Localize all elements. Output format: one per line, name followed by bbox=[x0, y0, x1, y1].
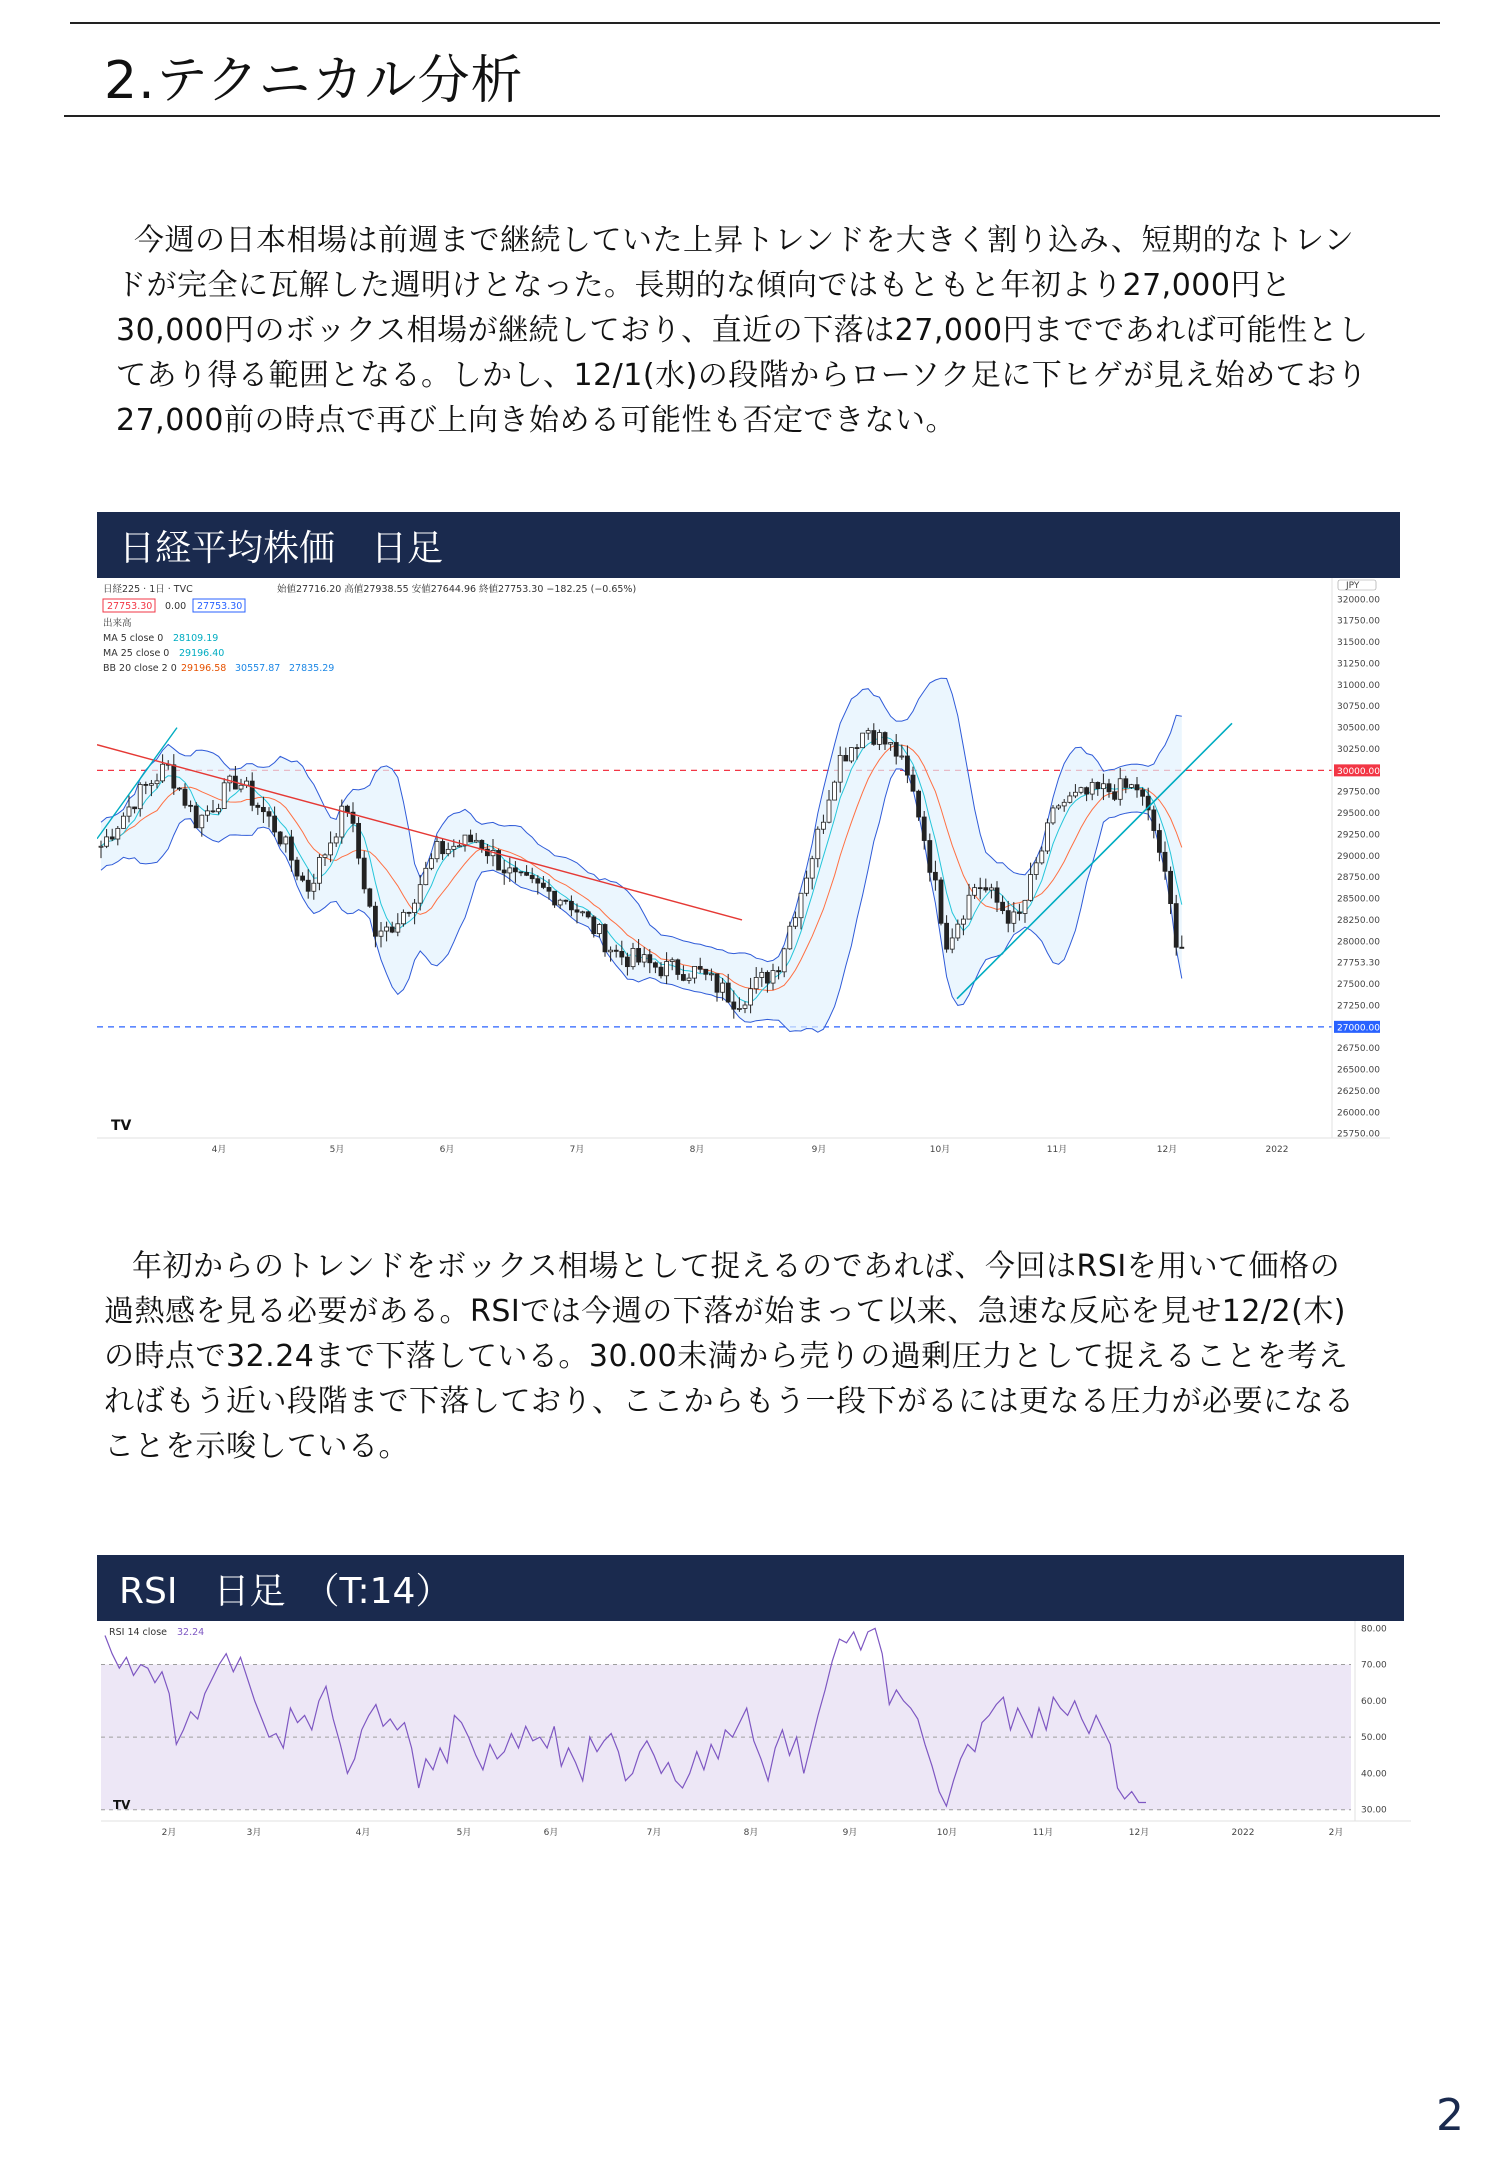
price-box-mid: 0.00 bbox=[165, 601, 187, 612]
candle bbox=[1118, 779, 1122, 800]
candle bbox=[172, 765, 176, 788]
rsi-y-tick-label: 80.00 bbox=[1361, 1624, 1387, 1635]
candle bbox=[329, 843, 333, 855]
candle bbox=[765, 972, 769, 983]
candle bbox=[1057, 806, 1061, 808]
candle bbox=[1068, 796, 1072, 802]
candle bbox=[480, 840, 484, 849]
candle bbox=[200, 815, 204, 828]
rsi-chart-title: RSI 日足 （T:14） bbox=[119, 1570, 452, 1612]
candle bbox=[1034, 863, 1038, 875]
candle bbox=[911, 775, 915, 791]
candle bbox=[872, 731, 876, 745]
candle bbox=[547, 887, 551, 891]
candle bbox=[396, 924, 400, 932]
y-tick-label: 27753.30 bbox=[1337, 958, 1380, 969]
rsi-paragraph bbox=[104, 1244, 1404, 1469]
y-tick-label: 30250.00 bbox=[1337, 744, 1380, 755]
candle bbox=[709, 974, 713, 975]
y-tick-label: 28250.00 bbox=[1337, 915, 1380, 926]
candle bbox=[161, 764, 165, 781]
rsi-chart-svg bbox=[101, 1621, 1411, 1843]
candle bbox=[289, 837, 293, 860]
candle bbox=[821, 822, 825, 829]
candle bbox=[1113, 792, 1117, 800]
candle bbox=[625, 957, 629, 967]
candle bbox=[508, 868, 512, 873]
rsi-legend-value: 32.24 bbox=[177, 1627, 205, 1638]
ma5-value: 28109.19 bbox=[173, 633, 219, 644]
candle bbox=[1045, 823, 1049, 851]
candle bbox=[1006, 911, 1010, 924]
candle bbox=[799, 893, 803, 917]
candle bbox=[362, 858, 366, 889]
y-tick-label: 29250.00 bbox=[1337, 830, 1380, 841]
candle bbox=[889, 742, 893, 744]
rsi-x-tick-label: 2022 bbox=[1231, 1828, 1255, 1838]
candle bbox=[435, 841, 439, 858]
y-tick-label: 29000.00 bbox=[1337, 851, 1380, 862]
candle bbox=[323, 855, 327, 858]
candle bbox=[698, 966, 702, 969]
candle bbox=[973, 888, 977, 896]
candle bbox=[446, 849, 450, 853]
candle bbox=[995, 888, 999, 902]
tradingview-logo: TV bbox=[111, 1118, 132, 1134]
candle bbox=[133, 807, 137, 809]
candle bbox=[665, 962, 669, 976]
candle bbox=[670, 960, 674, 962]
candle bbox=[267, 812, 271, 816]
rsi-x-tick-label: 2月 bbox=[161, 1828, 177, 1838]
candle bbox=[754, 977, 758, 988]
candle bbox=[609, 950, 613, 952]
candle bbox=[1062, 802, 1066, 806]
candle bbox=[317, 857, 321, 883]
candle bbox=[1096, 782, 1100, 788]
candle bbox=[239, 785, 243, 789]
candle bbox=[110, 837, 114, 839]
candle bbox=[732, 1002, 736, 1009]
price-level-label: 27000.00 bbox=[1337, 1023, 1380, 1034]
candle bbox=[513, 868, 517, 872]
candle bbox=[743, 1005, 747, 1008]
ma25-value: 29196.40 bbox=[179, 648, 225, 659]
candle bbox=[816, 829, 820, 858]
candle bbox=[827, 800, 831, 822]
candle bbox=[614, 950, 618, 951]
candle bbox=[519, 872, 523, 873]
candle bbox=[177, 788, 181, 789]
candle bbox=[922, 817, 926, 841]
candle bbox=[127, 807, 131, 816]
para2-line: ことを示唆している。 bbox=[104, 1429, 409, 1464]
candle bbox=[121, 816, 125, 828]
candle bbox=[569, 901, 573, 909]
candle bbox=[373, 906, 377, 936]
y-tick-label: 30500.00 bbox=[1337, 723, 1380, 734]
candle bbox=[334, 837, 338, 843]
candle bbox=[749, 989, 753, 1005]
section-title: 2.テクニカル分析 bbox=[104, 51, 524, 111]
candle bbox=[149, 784, 153, 786]
candle bbox=[1174, 904, 1178, 948]
candle bbox=[301, 876, 305, 880]
title-underline bbox=[64, 115, 1440, 117]
page-number: 2 bbox=[1436, 2090, 1464, 2141]
candle bbox=[564, 900, 568, 901]
candle bbox=[961, 919, 965, 924]
x-tick-label: 7月 bbox=[569, 1145, 585, 1155]
currency-label: JPY bbox=[1346, 581, 1360, 591]
candle bbox=[586, 912, 590, 917]
y-tick-label: 26500.00 bbox=[1337, 1065, 1380, 1076]
x-tick-label: 6月 bbox=[439, 1145, 455, 1155]
candle bbox=[642, 955, 646, 962]
candle bbox=[273, 816, 277, 832]
candle bbox=[469, 835, 473, 842]
ma5-label: MA 5 close 0 bbox=[103, 633, 164, 644]
candle bbox=[295, 860, 299, 876]
para1-line: ドが完全に瓦解した週明けとなった。長期的な傾向ではもともと年初より27,000円と bbox=[116, 268, 1292, 303]
y-tick-label: 29750.00 bbox=[1337, 787, 1380, 798]
bb-label: BB 20 close 2 0 bbox=[103, 663, 177, 674]
rsi-x-tick-label: 2月 bbox=[1328, 1828, 1344, 1838]
candle bbox=[967, 895, 971, 919]
ma25-label: MA 25 close 0 bbox=[103, 648, 170, 659]
rsi-x-tick-label: 6月 bbox=[543, 1828, 559, 1838]
candle bbox=[1169, 871, 1173, 903]
candle bbox=[558, 900, 562, 905]
candle bbox=[407, 912, 411, 913]
candle bbox=[217, 809, 221, 812]
candle bbox=[917, 791, 921, 817]
y-tick-label: 31000.00 bbox=[1337, 680, 1380, 691]
rsi-x-tick-label: 3月 bbox=[246, 1828, 262, 1838]
rsi-chart bbox=[101, 1621, 1411, 1843]
candle bbox=[1135, 785, 1139, 790]
rsi-x-tick-label: 9月 bbox=[842, 1828, 858, 1838]
candle bbox=[1163, 852, 1167, 871]
candle bbox=[945, 923, 949, 949]
candle bbox=[721, 983, 725, 992]
candle bbox=[883, 733, 887, 745]
candle bbox=[502, 870, 506, 873]
candle bbox=[116, 828, 120, 839]
candle bbox=[541, 883, 545, 887]
candle bbox=[620, 951, 624, 957]
candle bbox=[978, 888, 982, 889]
x-tick-label: 10月 bbox=[929, 1145, 951, 1155]
candle bbox=[211, 811, 215, 812]
candle bbox=[553, 891, 557, 905]
para2-line: の時点で32.24まで下落している。30.00未満から売りの過剰圧力として捉えることを考え bbox=[104, 1339, 1349, 1374]
candle bbox=[659, 967, 663, 976]
price-chart bbox=[97, 578, 1390, 1158]
candle bbox=[805, 878, 809, 893]
candle bbox=[155, 781, 159, 784]
candle bbox=[1012, 912, 1016, 923]
candle bbox=[357, 823, 361, 858]
rsi-y-tick-label: 50.00 bbox=[1361, 1733, 1387, 1744]
candle bbox=[676, 960, 680, 975]
chart-header: 日経225 · 1日 · TVC bbox=[103, 584, 193, 595]
candle bbox=[536, 879, 540, 883]
y-tick-label: 25750.00 bbox=[1337, 1129, 1380, 1140]
candle bbox=[956, 924, 960, 938]
candle bbox=[1040, 851, 1044, 863]
candle bbox=[681, 974, 685, 980]
x-tick-label: 4月 bbox=[211, 1145, 227, 1155]
para2-line: 過熱感を見る必要がある。RSIでは今週の下落が始まって以来、急速な反応を見せ12/2(木) bbox=[104, 1294, 1347, 1329]
para2-line: ればもう近い段階まで下落しており、ここからもう一段下がるには更なる圧力が必要になる bbox=[104, 1384, 1355, 1419]
bb-value-lower: 27835.29 bbox=[289, 663, 335, 674]
candle bbox=[368, 889, 372, 906]
candle bbox=[138, 784, 142, 808]
candle bbox=[194, 806, 198, 828]
candle bbox=[950, 938, 954, 949]
candle bbox=[782, 949, 786, 972]
candle bbox=[1180, 947, 1184, 948]
candle bbox=[810, 859, 814, 878]
candle bbox=[1129, 785, 1133, 788]
candle bbox=[1090, 782, 1094, 794]
candle bbox=[312, 883, 316, 891]
y-tick-label: 31250.00 bbox=[1337, 659, 1380, 670]
candle bbox=[441, 841, 445, 853]
rsi-x-tick-label: 5月 bbox=[456, 1828, 472, 1838]
y-tick-label: 31500.00 bbox=[1337, 638, 1380, 649]
candle bbox=[474, 840, 478, 842]
candle bbox=[866, 731, 870, 734]
candle bbox=[144, 784, 148, 785]
candle bbox=[457, 846, 461, 847]
candle bbox=[833, 782, 837, 800]
candle bbox=[1017, 912, 1021, 914]
rsi-y-tick-label: 40.00 bbox=[1361, 1769, 1387, 1780]
candle bbox=[905, 756, 909, 775]
candle bbox=[452, 846, 456, 849]
y-tick-label: 26250.00 bbox=[1337, 1086, 1380, 1097]
price-chart-banner bbox=[97, 512, 1400, 578]
candle bbox=[424, 868, 428, 884]
para1-line: 27,000前の時点で再び上向き始める可能性も否定できない。 bbox=[116, 403, 956, 438]
candle bbox=[183, 789, 187, 805]
candle bbox=[648, 955, 652, 963]
bb-value-basis: 29196.58 bbox=[181, 663, 227, 674]
top-rule bbox=[70, 22, 1440, 24]
candle bbox=[1085, 788, 1089, 794]
para1-line: てあり得る範囲となる。しかし、12/1(水)の段階からローソク足に下ヒゲが見え始めており bbox=[116, 358, 1368, 393]
candle bbox=[256, 805, 260, 807]
candle bbox=[1157, 831, 1161, 853]
candle bbox=[1124, 779, 1128, 788]
y-tick-label: 28000.00 bbox=[1337, 937, 1380, 948]
rsi-x-tick-label: 8月 bbox=[743, 1828, 759, 1838]
intro-paragraph bbox=[116, 218, 1406, 443]
candle bbox=[284, 837, 288, 844]
candle bbox=[401, 912, 405, 923]
candle bbox=[1023, 900, 1027, 913]
candle bbox=[726, 983, 730, 1002]
candle bbox=[379, 931, 383, 936]
y-tick-label: 26000.00 bbox=[1337, 1108, 1380, 1119]
x-tick-label: 2022 bbox=[1265, 1145, 1289, 1155]
y-tick-label: 29500.00 bbox=[1337, 809, 1380, 820]
rsi-x-tick-label: 10月 bbox=[936, 1828, 958, 1838]
volume-label: 出来高 bbox=[103, 618, 132, 629]
para2-line: 年初からのトレンドをボックス相場として捉えるのであれば、今回はRSIを用いて価格の bbox=[132, 1249, 1341, 1284]
rsi-x-tick-label: 7月 bbox=[646, 1828, 662, 1838]
candle bbox=[838, 755, 842, 782]
candle bbox=[1152, 810, 1156, 831]
rsi-chart-banner bbox=[97, 1555, 1404, 1621]
candle bbox=[928, 841, 932, 873]
candle bbox=[530, 875, 534, 878]
y-tick-label: 30750.00 bbox=[1337, 702, 1380, 713]
price-chart-svg bbox=[97, 578, 1390, 1158]
y-tick-label: 26750.00 bbox=[1337, 1044, 1380, 1055]
candle bbox=[205, 811, 209, 815]
tradingview-logo: TV bbox=[113, 1798, 131, 1812]
candle bbox=[939, 880, 943, 923]
rsi-x-tick-label: 11月 bbox=[1032, 1828, 1054, 1838]
x-tick-label: 8月 bbox=[689, 1145, 705, 1155]
candle bbox=[788, 926, 792, 949]
candle bbox=[687, 978, 691, 980]
rsi-x-tick-label: 4月 bbox=[355, 1828, 371, 1838]
rsi-y-tick-label: 30.00 bbox=[1361, 1805, 1387, 1816]
y-tick-label: 28500.00 bbox=[1337, 894, 1380, 905]
price-level-label: 30000.00 bbox=[1337, 766, 1380, 777]
candle bbox=[1107, 784, 1111, 792]
rsi-legend-label: RSI 14 close bbox=[109, 1627, 168, 1638]
x-tick-label: 12月 bbox=[1156, 1145, 1178, 1155]
candle bbox=[704, 969, 708, 974]
y-tick-label: 32000.00 bbox=[1337, 595, 1380, 606]
price-box-b: 27753.30 bbox=[197, 601, 243, 612]
rsi-y-tick-label: 60.00 bbox=[1361, 1696, 1387, 1707]
candle bbox=[861, 733, 865, 748]
candle bbox=[390, 927, 394, 932]
candle bbox=[250, 781, 254, 805]
candle bbox=[597, 924, 601, 933]
candle bbox=[771, 971, 775, 984]
y-tick-label: 31750.00 bbox=[1337, 616, 1380, 627]
candle bbox=[105, 837, 109, 846]
price-box-a: 27753.30 bbox=[107, 601, 153, 612]
y-tick-label: 27250.00 bbox=[1337, 1001, 1380, 1012]
x-tick-label: 9月 bbox=[811, 1145, 827, 1155]
candle bbox=[760, 972, 764, 977]
rsi-x-tick-label: 12月 bbox=[1128, 1828, 1150, 1838]
candle bbox=[575, 910, 579, 912]
candle bbox=[844, 755, 848, 761]
candle bbox=[989, 888, 993, 890]
candle bbox=[413, 903, 417, 912]
candle bbox=[894, 742, 898, 756]
y-tick-label: 27500.00 bbox=[1337, 980, 1380, 991]
candle bbox=[777, 971, 781, 972]
candle bbox=[933, 872, 937, 880]
candle bbox=[1029, 875, 1033, 901]
candle bbox=[715, 974, 719, 992]
candle bbox=[306, 880, 310, 891]
candle bbox=[855, 748, 859, 749]
price-chart-title: 日経平均株価 日足 bbox=[119, 527, 444, 569]
candle bbox=[1079, 788, 1083, 793]
candle bbox=[261, 807, 265, 811]
candle bbox=[793, 918, 797, 927]
candle bbox=[653, 963, 657, 967]
candle bbox=[631, 948, 635, 966]
chart-ohlc: 始値27716.20 高値27938.55 安値27644.96 終値27753.30 −182.25 (−0.65%) bbox=[277, 584, 637, 595]
candle bbox=[737, 1008, 741, 1009]
candle bbox=[1073, 792, 1077, 796]
candle bbox=[877, 733, 881, 745]
candle bbox=[693, 966, 697, 978]
rsi-y-tick-label: 70.00 bbox=[1361, 1660, 1387, 1671]
candle bbox=[1141, 790, 1145, 796]
para1-line: 今週の日本相場は前週まで継続していた上昇トレンドを大きく割り込み、短期的なトレン bbox=[134, 223, 1355, 258]
candle bbox=[603, 924, 607, 951]
candle bbox=[900, 756, 904, 757]
y-tick-label: 28750.00 bbox=[1337, 873, 1380, 884]
para1-line: 30,000円のボックス相場が継続しており、直近の下落は27,000円までであれば可能性とし bbox=[116, 313, 1369, 348]
candle bbox=[418, 885, 422, 903]
candle bbox=[592, 917, 596, 934]
bb-value-upper: 30557.87 bbox=[235, 663, 281, 674]
candle bbox=[637, 948, 641, 962]
candle bbox=[1051, 808, 1055, 823]
candle bbox=[849, 748, 853, 761]
candle bbox=[525, 872, 529, 875]
candle bbox=[222, 783, 226, 809]
candle bbox=[189, 805, 193, 806]
x-tick-label: 5月 bbox=[329, 1145, 345, 1155]
candle bbox=[385, 927, 389, 931]
candle bbox=[581, 912, 585, 913]
candle bbox=[1001, 902, 1005, 910]
x-tick-label: 11月 bbox=[1046, 1145, 1068, 1155]
candle bbox=[345, 806, 349, 812]
candle bbox=[1101, 784, 1105, 789]
candle bbox=[278, 832, 282, 844]
candle bbox=[984, 888, 988, 890]
candle bbox=[99, 846, 103, 847]
candle bbox=[429, 859, 433, 869]
